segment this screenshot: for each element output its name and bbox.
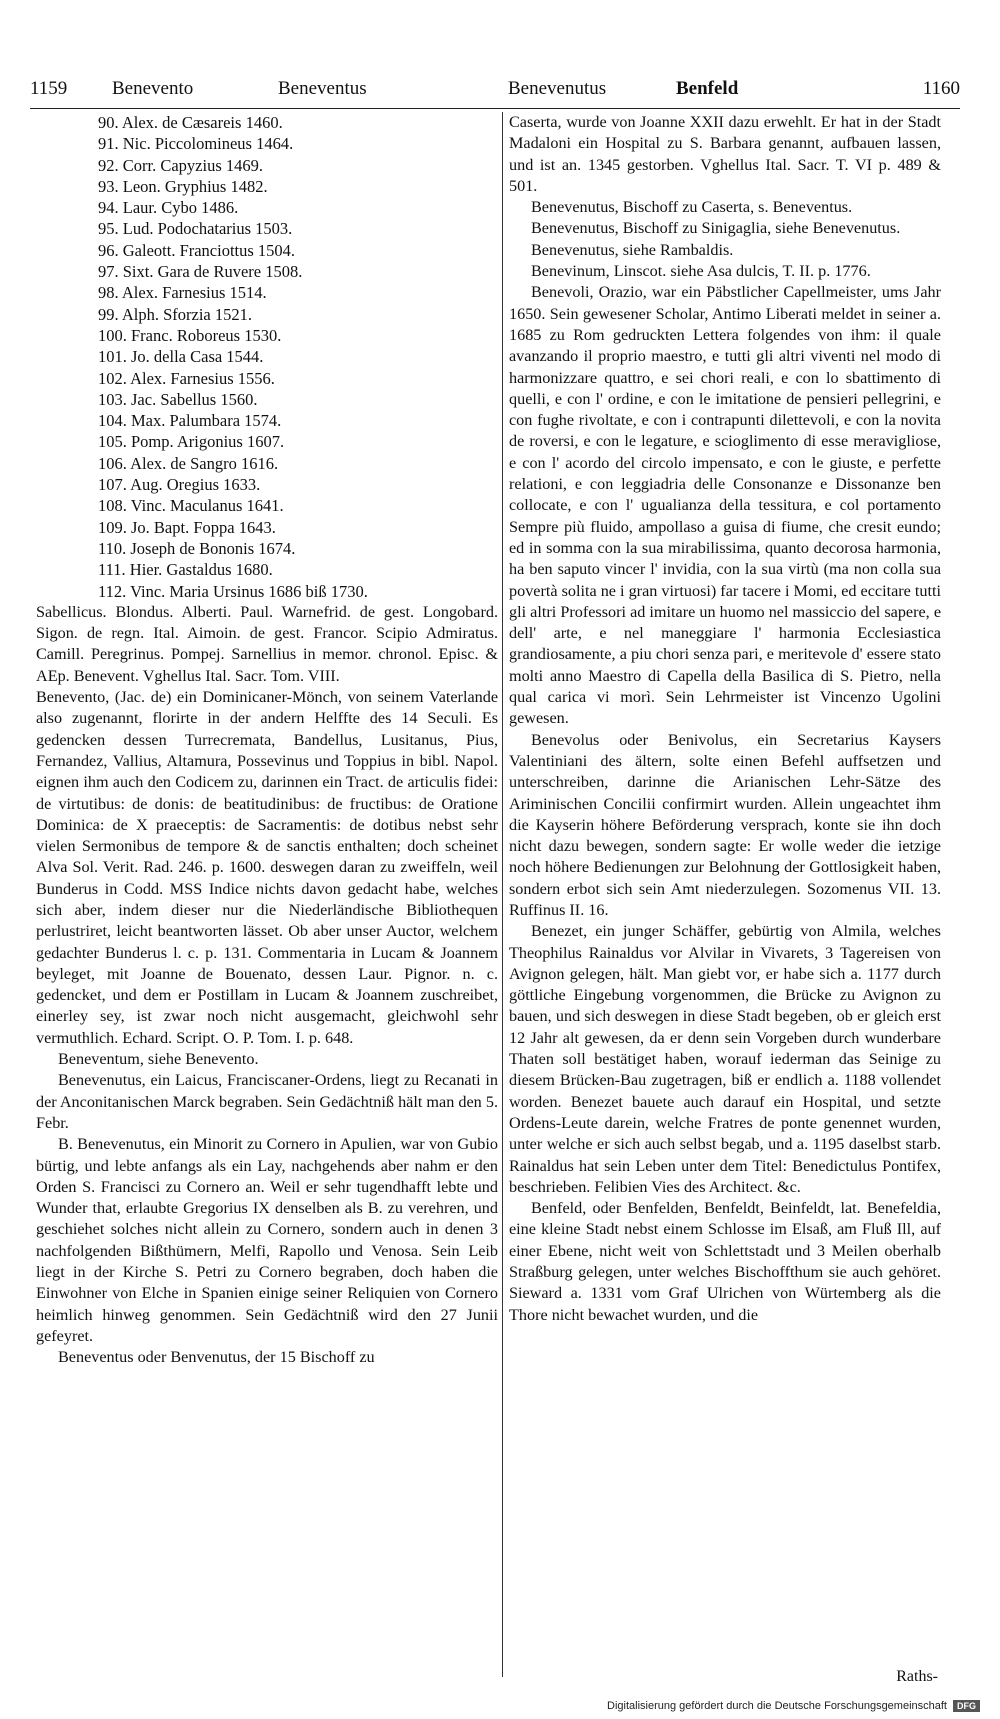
page-number-left: 1159 [30, 78, 68, 99]
footer-credit: Digitalisierung gefördert durch die Deutsche Forschungsgemeinschaft [607, 1700, 947, 1712]
catchword: Raths- [896, 1668, 938, 1685]
list-item: 109. Jo. Bapt. Foppa 1643. [98, 517, 276, 537]
header-rule [30, 108, 960, 109]
list-item: 99. Alph. Sforzia 1521. [98, 304, 252, 324]
paragraph-entry-benevolus: Benevolus oder Benivolus, ein Secretarius Kaysers Valentiniani des ältern, solte einen Befehl auffsetzen und unterschreiben, darinne die Arianischen Lehr-Sätze des Ariminischen Concilii confirmirt wurden. Allein ungeachtet ihm die Kayserin höhere Beförderung versprach, konte sie ihn doch nicht dazu bewegen, sondern sagte: Er wolle weder die ietzige noch höhere Bedienungen zur Belohnung der Gottlosigkeit haben, sondern erbot sich sein Amt niederzulegen. Sozomenus VII. 13. Ruffinus II. 16. [509, 730, 941, 919]
paragraph-entry-beneventus: Beneventus oder Benvenutus, der 15 Bischoff zu [58, 1348, 375, 1367]
running-head-right-1: Benevenutus [508, 78, 607, 99]
list-item: 112. Vinc. Maria Ursinus 1686 biß 1730. [98, 581, 368, 601]
list-item: 106. Alex. de Sangro 1616. [98, 453, 279, 473]
column-divider [502, 112, 503, 1677]
paragraph-entry-benevento-jac: Benevento, (Jac. de) ein Dominicaner-Mönch, von seinem Vaterlande also zugenannt, florirte in der andern Helffte des 14 Seculi. Es gedencken dessen Turrecremata, Bandellus, Lusitanus, Pius, Fernandez, Vallius, Altamura, Possevinus und Toppius in bibl. Napol. eignen ihm auch den Codicem zu, darinnen ein Tract. de articulis fidei: de virtutibus: de donis: de beatitudinibus: de fructibus: de Oratione Dominica: de X praeceptis: de Sacramentis: de dotibus nebst sehr vielen Sermonibus de tempore & de sanctis enthalten; doch scheinet Alva Sol. Verit. Rad. 246. p. 1600. deswegen daran zu zweiffeln, weil Bunderus in Codd. MSS Indice nichts davon gedacht habe, welches sich aber, indem dieser nur die Niederländische Bibliothequen perlustriret, leicht beantworten lässet. Ob aber unser Auctor, welchem gedachter Bunderus l. c. p. 131. Commentaria in Lucam & Joannem beyleget, mit Joanne de Bouenato, dessen Laur. Pignor. n. c. gedencket, und dem er Postillam in Lucam & Joannem zuschreibet, einerley sey, ist zwar noch nicht ausgemacht, gleichwohl sehr vermuthlich. Echard. Script. O. P. Tom. I. p. 648. [36, 688, 498, 1047]
list-item: 90. Alex. de Cæsareis 1460. [98, 113, 283, 132]
list-item: 93. Leon. Gryphius 1482. [98, 176, 268, 196]
list-item: 92. Corr. Capyzius 1469. [98, 155, 263, 175]
list-item: 98. Alex. Farnesius 1514. [98, 283, 267, 303]
list-item: 103. Jac. Sabellus 1560. [98, 389, 258, 409]
list-item: 91. Nic. Piccolomineus 1464. [98, 134, 294, 154]
list-item: 94. Laur. Cybo 1486. [98, 198, 239, 218]
page-header [30, 74, 960, 108]
list-item: 101. Jo. della Casa 1544. [98, 347, 264, 367]
digitization-footer [607, 1698, 980, 1714]
list-item: 110. Joseph de Bononis 1674. [98, 538, 296, 558]
running-head-left-2: Beneventus [278, 78, 367, 99]
list-item: 96. Galeott. Franciottus 1504. [98, 240, 296, 260]
left-column [36, 112, 498, 1667]
paragraph-entry-benezet: Benezet, ein junger Schäffer, gebürtig von Almila, welches Theophilus Rainaldus vor Alvilar in Vivarets, 3 Tagereisen von Avignon gelegen, hält. Man giebt vor, er habe sich a. 1177 durch göttliche Eingebung vorgenommen, die Brücke zu Avignon zu bauen, und sich deswegen in diese Stadt begeben, ob er gleich erst 12 Jahr alt gewesen, da er denn sein Vorgeben durch wunderbare Thaten soll bestätiget haben, worauf iederman das Seinige zu diesem Brücken-Bau zugetragen, biß er endlich a. 1188 vollendet worden. Benezet bauete auch darauf ein Hospital, und setzte Ordens-Leute darein, welche Fratres de ponte genennet wurden, unter welche er sich auch selbst begab, und a. 1195 daselbst starb. Rainaldus hat sein Leben unter dem Titel: Benedictulus Pontifex, beschrieben. Felibien Vies des Architect. &c. [509, 922, 941, 1196]
dfg-logo-icon: DFG [953, 1700, 980, 1712]
running-head-left-1: Benevento [112, 78, 194, 99]
paragraph-entry-b-benevenutus: B. Benevenutus, ein Minorit zu Cornero in Apulien, war von Gubio bürtig, und lebte anfangs als ein Lay, nachgehends aber nahm er den Orden S. Francisci zu Cornero an. Weil er sehr tugendhafft lebte und Wunder that, erlaubte Gregorius IX denselben als B. zu verehren, und geschiehet solches nicht allein zu Cornero, sondern auch in denen 3 nachfolgenden Bißthümern, Melfi, Rapollo und Venosa. Sein Leib liegt in der Kirche S. Petri zu Cornero begraben, doch haben die Einwohner von Elche in Spanien einige seiner Reliquien von Cornero heimlich hinweg genommen. Sein Gedächtniß wird den 27 Junii gefeyret. [36, 1135, 498, 1345]
list-item: 102. Alex. Farnesius 1556. [98, 368, 275, 388]
paragraph-entry-benevenutus-laicus: Benevenutus, ein Laicus, Franciscaner-Ordens, liegt zu Recanati in der Anconitanischen Marck begraben. Sein Gedächtniß hält man den 5. Febr. [36, 1071, 498, 1132]
list-item: 111. Hier. Gastaldus 1680. [98, 560, 273, 580]
paragraph-entry-benevenutus-caserta: Benevenutus, Bischoff zu Caserta, s. Beneventus. [531, 198, 853, 217]
list-item: 105. Pomp. Arigonius 1607. [98, 432, 285, 452]
list-item: 108. Vinc. Maculanus 1641. [98, 496, 284, 516]
paragraph-continuation-caserta: Caserta, wurde von Joanne XXII dazu erwehlt. Er hat in der Stadt Madaloni ein Hospital zu S. Barbara genannt, aufbauen lassen, und ist an. 1345 gestorben. Vghellus Ital. Sacr. T. VI p. 489 & 501. [509, 113, 941, 195]
paragraph-entry-benevenutus-sinigaglia: Benevenutus, Bischoff zu Sinigaglia, siehe Benevenutus. [531, 219, 901, 238]
list-item: 107. Aug. Oregius 1633. [98, 475, 261, 495]
paragraph-sources: Sabellicus. Blondus. Alberti. Paul. Warnefrid. de gest. Longobard. Sigon. de regn. Ital. Aimoin. de gest. Francor. Scipio Admiratus. Camill. Peregrinus. Pompej. Sarnellius in memor. chronol. Episc. & AEp. Benevent. Vghellus Ital. Sacr. Tom. VIII. [36, 602, 498, 685]
list-item: 97. Sixt. Gara de Ruvere 1508. [98, 262, 303, 282]
bishop-list [36, 112, 498, 602]
list-item: 95. Lud. Podochatarius 1503. [98, 219, 293, 239]
right-column [509, 112, 941, 1667]
paragraph-entry-benevoli: Benevoli, Orazio, war ein Päbstlicher Capellmeister, ums Jahr 1650. Sein gewesener Scholar, Antimo Liberati meldet in seiner a. 1685 zu Rom gedruckten Lettera folgendes von ihm: il quale avanzando il proprio maestro, e tutti gli altri viventi nel modo di harmonizzare quattro, e sei chori reali, e con lo sbattimento di quelli, e con l' ordine, e con le imitatione de pensieri pellegrini, e con fughe rivoltate, e con i contrapunti dilettevoli, e con la novita de roversi, e con le legature, e scioglimento di esse meravigliose, e con l' acordo del circolo impensato, e con le giuste, e perfette relationi, e con leggiadria delle Consonanze e Dissonanze ben collocate, e con l' ugualianza della tessitura, e col portamento Sempre più fluido, ampollaso a guisa di fiume, che cresit eundo; ed in somma con la sua mirabilissima, quanto decorosa harmonia, ha ben saputo vincer l' invidia, con la sua virtù (ma non colla sua povertà solita ne i gran virtuosi) far tacere i Momi, ed eccitare tutti gli altri Professori ad imitare un huomo nel massiccio del sapere, e dell' arte, e nel maneggiare l' harmonia Ecclesiastica grandiosamente, a piu chori senza pari, e meritevole d' essere stato molti anno Maestro di Capella della Basilica di S. Pietro, nella qual carica vi morì. Sein Lehrmeister ist Vincenzo Ugolini gewesen. [509, 283, 941, 728]
paragraph-entry-benfeld: Benfeld, oder Benfelden, Benfeldt, Beinfeldt, lat. Benefeldia, eine kleine Stadt nebst einem Schlosse im Elsaß, am Fluß Ill, auf einer Ebene, nicht weit von Schlettstadt und 3 Meilen oberhalb Straßburg gelegen, unter welches Bischoffthum sie auch gehöret. Sieward a. 1331 vom Graf Ulrichen von Würtemberg als die Thore nicht bewachet wurden, und die [509, 1199, 941, 1324]
paragraph-entry-benevenutus-rambaldis: Benevenutus, siehe Rambaldis. [531, 240, 734, 259]
paragraph-entry-benevinum: Benevinum, Linscot. siehe Asa dulcis, T. II. p. 1776. [531, 262, 871, 281]
page-number-right: 1160 [922, 78, 960, 99]
list-item: 100. Franc. Roboreus 1530. [98, 325, 282, 345]
list-item: 104. Max. Palumbara 1574. [98, 411, 282, 431]
running-head-right-2: Benfeld [676, 78, 739, 99]
paragraph-entry-beneventum: Beneventum, siehe Benevento. [58, 1050, 259, 1069]
